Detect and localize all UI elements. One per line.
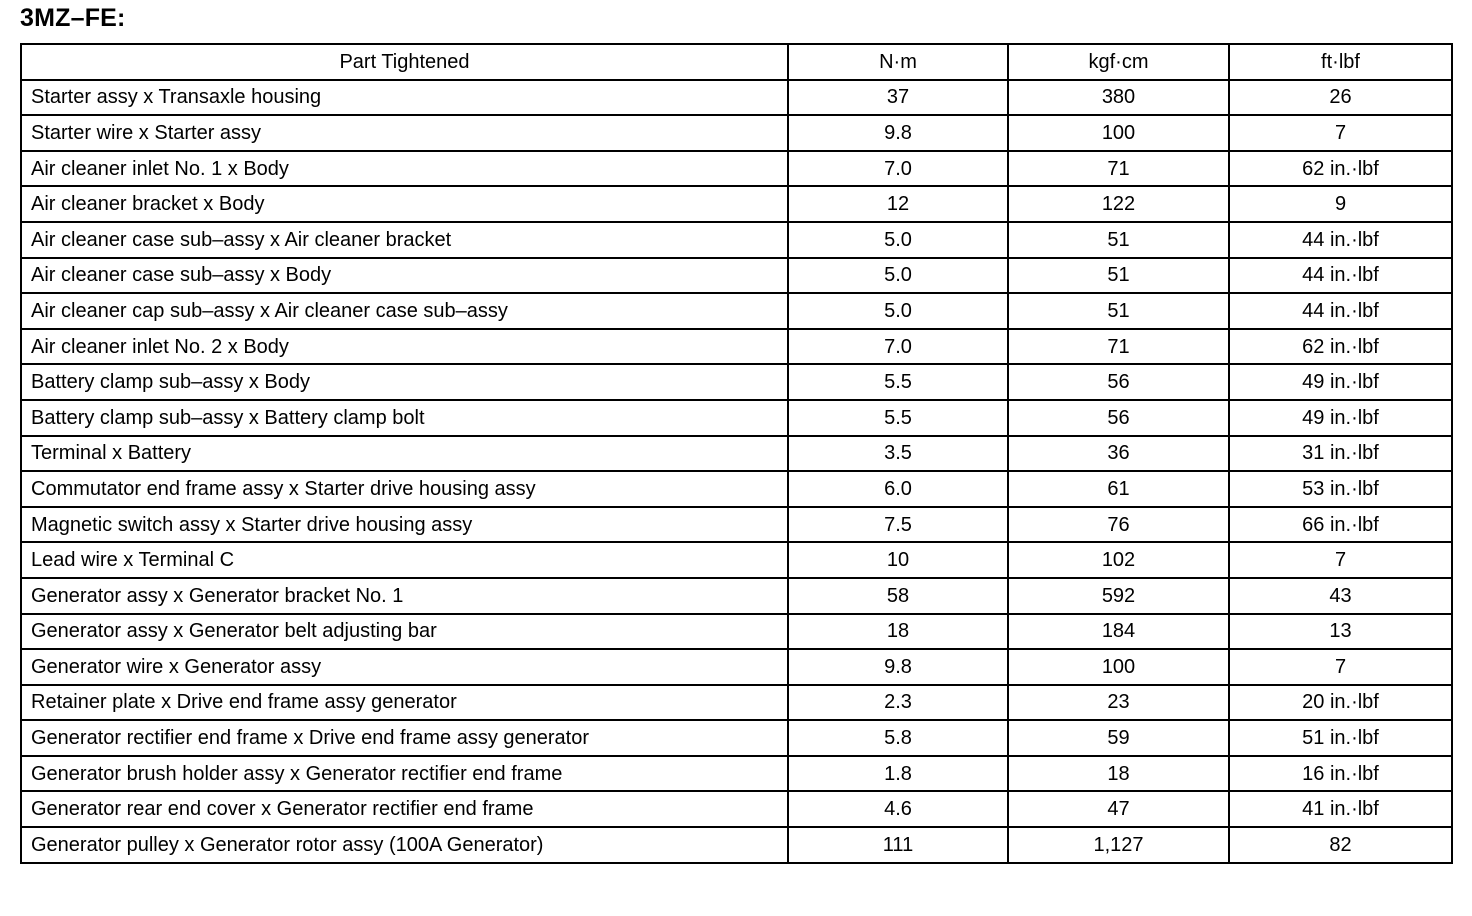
table-row bbox=[21, 756, 1452, 792]
table-row bbox=[21, 507, 1452, 543]
cell-kgf-cm: 51 bbox=[1008, 222, 1229, 258]
table-row bbox=[21, 186, 1452, 222]
cell-nm: 1.8 bbox=[788, 756, 1008, 792]
cell-nm: 6.0 bbox=[788, 471, 1008, 507]
table-row bbox=[21, 329, 1452, 365]
table-row bbox=[21, 151, 1452, 187]
table-row bbox=[21, 436, 1452, 472]
cell-kgf-cm: 51 bbox=[1008, 258, 1229, 294]
cell-kgf-cm: 59 bbox=[1008, 720, 1229, 756]
cell-ft-lbf: 44 in.·lbf bbox=[1229, 258, 1452, 294]
table-row bbox=[21, 400, 1452, 436]
table-row bbox=[21, 364, 1452, 400]
cell-part: Generator assy x Generator belt adjusting bar bbox=[21, 614, 788, 650]
torque-spec-table bbox=[20, 43, 1453, 864]
cell-part: Retainer plate x Drive end frame assy generator bbox=[21, 685, 788, 721]
cell-part: Air cleaner case sub–assy x Air cleaner bracket bbox=[21, 222, 788, 258]
cell-part: Generator brush holder assy x Generator rectifier end frame bbox=[21, 756, 788, 792]
table-row bbox=[21, 542, 1452, 578]
cell-kgf-cm: 47 bbox=[1008, 791, 1229, 827]
cell-ft-lbf: 43 bbox=[1229, 578, 1452, 614]
cell-kgf-cm: 100 bbox=[1008, 649, 1229, 685]
cell-ft-lbf: 51 in.·lbf bbox=[1229, 720, 1452, 756]
cell-ft-lbf: 7 bbox=[1229, 542, 1452, 578]
cell-part: Commutator end frame assy x Starter drive housing assy bbox=[21, 471, 788, 507]
cell-nm: 7.0 bbox=[788, 329, 1008, 365]
cell-kgf-cm: 592 bbox=[1008, 578, 1229, 614]
cell-ft-lbf: 7 bbox=[1229, 649, 1452, 685]
table-row bbox=[21, 827, 1452, 863]
cell-kgf-cm: 61 bbox=[1008, 471, 1229, 507]
table-row bbox=[21, 258, 1452, 294]
cell-part: Battery clamp sub–assy x Battery clamp bolt bbox=[21, 400, 788, 436]
cell-kgf-cm: 18 bbox=[1008, 756, 1229, 792]
cell-kgf-cm: 71 bbox=[1008, 329, 1229, 365]
cell-ft-lbf: 53 in.·lbf bbox=[1229, 471, 1452, 507]
cell-part: Air cleaner cap sub–assy x Air cleaner case sub–assy bbox=[21, 293, 788, 329]
cell-kgf-cm: 1,127 bbox=[1008, 827, 1229, 863]
cell-nm: 58 bbox=[788, 578, 1008, 614]
cell-ft-lbf: 66 in.·lbf bbox=[1229, 507, 1452, 543]
cell-nm: 5.0 bbox=[788, 258, 1008, 294]
cell-part: Terminal x Battery bbox=[21, 436, 788, 472]
table-row bbox=[21, 614, 1452, 650]
page-title: 3MZ–FE: bbox=[20, 4, 126, 32]
cell-nm: 5.8 bbox=[788, 720, 1008, 756]
cell-part: Air cleaner inlet No. 1 x Body bbox=[21, 151, 788, 187]
table-row bbox=[21, 720, 1452, 756]
cell-kgf-cm: 380 bbox=[1008, 80, 1229, 116]
cell-ft-lbf: 44 in.·lbf bbox=[1229, 222, 1452, 258]
cell-ft-lbf: 20 in.·lbf bbox=[1229, 685, 1452, 721]
cell-ft-lbf: 9 bbox=[1229, 186, 1452, 222]
header-nm: N·m bbox=[788, 44, 1008, 80]
cell-kgf-cm: 71 bbox=[1008, 151, 1229, 187]
cell-part: Generator assy x Generator bracket No. 1 bbox=[21, 578, 788, 614]
cell-ft-lbf: 13 bbox=[1229, 614, 1452, 650]
table-row bbox=[21, 471, 1452, 507]
table-row bbox=[21, 222, 1452, 258]
cell-kgf-cm: 23 bbox=[1008, 685, 1229, 721]
cell-part: Starter wire x Starter assy bbox=[21, 115, 788, 151]
table-row bbox=[21, 115, 1452, 151]
cell-part: Generator rear end cover x Generator rectifier end frame bbox=[21, 791, 788, 827]
cell-kgf-cm: 36 bbox=[1008, 436, 1229, 472]
cell-ft-lbf: 62 in.·lbf bbox=[1229, 329, 1452, 365]
table-row bbox=[21, 293, 1452, 329]
cell-part: Magnetic switch assy x Starter drive housing assy bbox=[21, 507, 788, 543]
cell-kgf-cm: 184 bbox=[1008, 614, 1229, 650]
table-row bbox=[21, 80, 1452, 116]
cell-kgf-cm: 122 bbox=[1008, 186, 1229, 222]
cell-ft-lbf: 49 in.·lbf bbox=[1229, 400, 1452, 436]
cell-nm: 4.6 bbox=[788, 791, 1008, 827]
cell-kgf-cm: 102 bbox=[1008, 542, 1229, 578]
cell-nm: 111 bbox=[788, 827, 1008, 863]
cell-nm: 7.0 bbox=[788, 151, 1008, 187]
table-row bbox=[21, 791, 1452, 827]
cell-kgf-cm: 51 bbox=[1008, 293, 1229, 329]
cell-nm: 18 bbox=[788, 614, 1008, 650]
cell-ft-lbf: 26 bbox=[1229, 80, 1452, 116]
table-row bbox=[21, 685, 1452, 721]
header-ft-lbf: ft·lbf bbox=[1229, 44, 1452, 80]
cell-nm: 3.5 bbox=[788, 436, 1008, 472]
cell-ft-lbf: 41 in.·lbf bbox=[1229, 791, 1452, 827]
cell-nm: 10 bbox=[788, 542, 1008, 578]
cell-nm: 12 bbox=[788, 186, 1008, 222]
cell-nm: 9.8 bbox=[788, 649, 1008, 685]
cell-kgf-cm: 56 bbox=[1008, 400, 1229, 436]
header-kgf-cm: kgf·cm bbox=[1008, 44, 1229, 80]
cell-part: Lead wire x Terminal C bbox=[21, 542, 788, 578]
cell-nm: 5.0 bbox=[788, 293, 1008, 329]
cell-ft-lbf: 62 in.·lbf bbox=[1229, 151, 1452, 187]
cell-part: Generator rectifier end frame x Drive end frame assy generator bbox=[21, 720, 788, 756]
cell-ft-lbf: 16 in.·lbf bbox=[1229, 756, 1452, 792]
cell-nm: 5.0 bbox=[788, 222, 1008, 258]
cell-nm: 5.5 bbox=[788, 364, 1008, 400]
cell-nm: 2.3 bbox=[788, 685, 1008, 721]
cell-kgf-cm: 100 bbox=[1008, 115, 1229, 151]
cell-ft-lbf: 49 in.·lbf bbox=[1229, 364, 1452, 400]
cell-part: Air cleaner inlet No. 2 x Body bbox=[21, 329, 788, 365]
cell-kgf-cm: 56 bbox=[1008, 364, 1229, 400]
cell-nm: 9.8 bbox=[788, 115, 1008, 151]
cell-ft-lbf: 44 in.·lbf bbox=[1229, 293, 1452, 329]
cell-part: Starter assy x Transaxle housing bbox=[21, 80, 788, 116]
header-part-tightened: Part Tightened bbox=[21, 44, 788, 80]
table-row bbox=[21, 578, 1452, 614]
table-header-row bbox=[21, 44, 1452, 80]
cell-part: Generator pulley x Generator rotor assy (100A Generator) bbox=[21, 827, 788, 863]
cell-part: Air cleaner case sub–assy x Body bbox=[21, 258, 788, 294]
cell-nm: 5.5 bbox=[788, 400, 1008, 436]
cell-nm: 37 bbox=[788, 80, 1008, 116]
table-row bbox=[21, 649, 1452, 685]
cell-part: Battery clamp sub–assy x Body bbox=[21, 364, 788, 400]
cell-ft-lbf: 31 in.·lbf bbox=[1229, 436, 1452, 472]
cell-part: Air cleaner bracket x Body bbox=[21, 186, 788, 222]
cell-ft-lbf: 7 bbox=[1229, 115, 1452, 151]
cell-ft-lbf: 82 bbox=[1229, 827, 1452, 863]
cell-kgf-cm: 76 bbox=[1008, 507, 1229, 543]
cell-part: Generator wire x Generator assy bbox=[21, 649, 788, 685]
cell-nm: 7.5 bbox=[788, 507, 1008, 543]
